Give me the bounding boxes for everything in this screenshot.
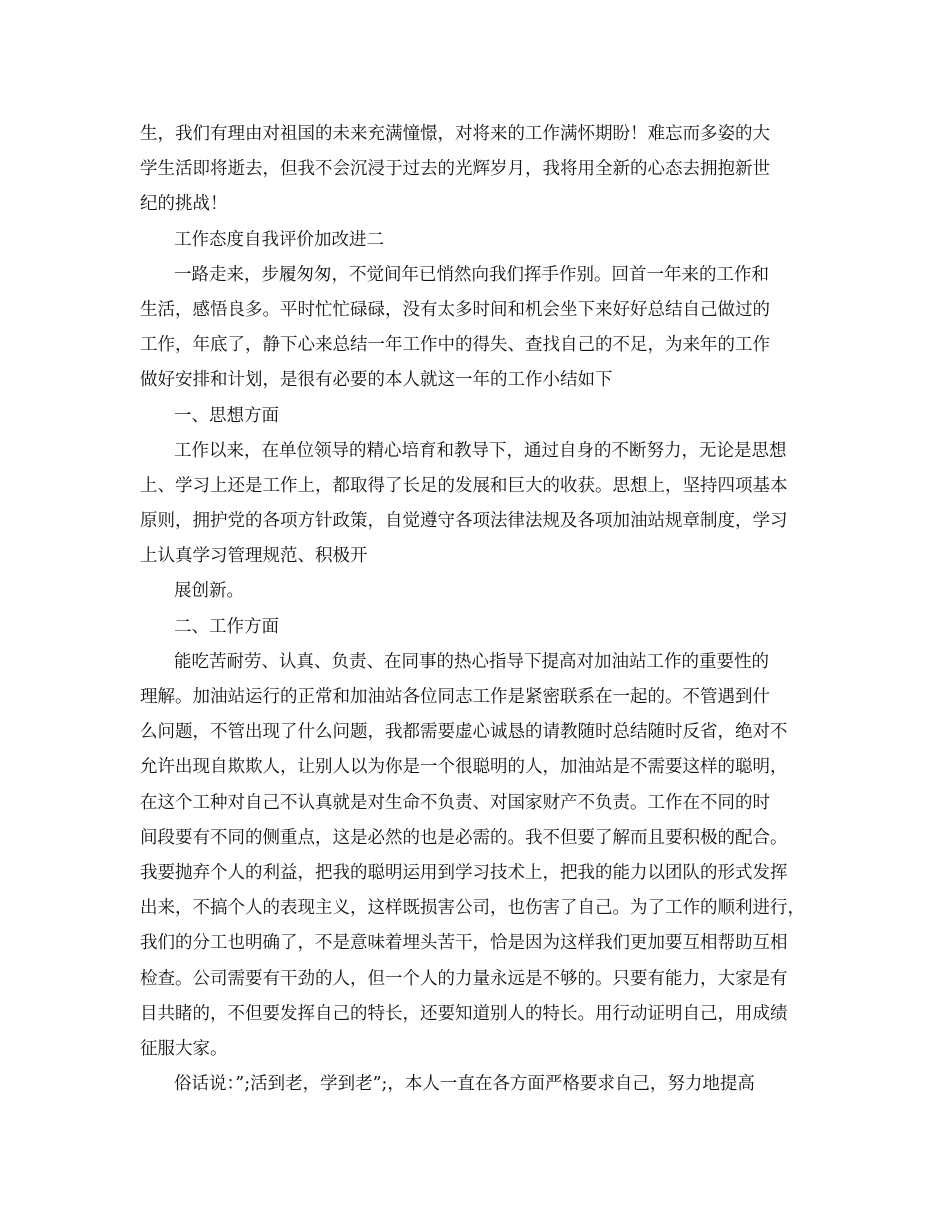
text-line: 学生活即将逝去，但我不会沉浸于过去的光辉岁月，我将用全新的心态去拥抱新世 [140, 159, 770, 180]
text-line: 生，我们有理由对祖国的未来充满憧憬，对将来的工作满怀期盼！难忘而多姿的大 [140, 124, 770, 144]
text-line: 工作，年底了，静下心来总结一年工作中的得失、查找自己的不足，为来年的工作 [140, 335, 770, 356]
text-line: 上、学习上还是工作上，都取得了长足的发展和巨大的收获。思想上，坚持四项基本 [140, 475, 788, 496]
text-line: 工作以来，在单位领导的精心培育和教导下，通过自身的不断努力，无论是思想 [174, 440, 787, 461]
text-line: 么问题，不管出现了什么问题，我都需要虚心诚恳的请教随时总结随时反省，绝对不 [140, 722, 788, 743]
section-heading: 二、工作方面 [174, 616, 279, 637]
text-line: 允许出现自欺欺人，让别人以为你是一个很聪明的人，加油站是不需要这样的聪明， [140, 757, 788, 778]
text-line: 在这个工种对自己不认真就是对生命不负责、对国家财产不负责。工作在不同的时 [140, 792, 770, 813]
text-line: 原则，拥护党的各项方针政策，自觉遵守各项法律法规及各项加油站规章制度，学习 [140, 511, 788, 532]
text-line: 上认真学习管理规范、积极开 [140, 546, 368, 567]
text-line: 一路走来，步履匆匆，不觉间年已悄然向我们挥手作别。回首一年来的工作和 [174, 264, 769, 285]
text-line: 我要抛弃个人的利益，把我的聪明运用到学习技术上，把我的能力以团队的形式发挥 [140, 862, 788, 883]
section-heading: 一、思想方面 [174, 405, 279, 426]
text-line: 俗话说：”;活到老，学到老”;，本人一直在各方面严格要求自己，努力地提高 [174, 1074, 755, 1095]
text-line: 理解。加油站运行的正常和加油站各位同志工作是紧密联系在一起的。不管遇到什 [140, 687, 770, 707]
text-line: 我们的分工也明确了，不是意味着埋头苦干，恰是因为这样我们更加要互相帮助互相 [140, 933, 788, 954]
text-line: 征服大家。 [140, 1038, 228, 1059]
text-line: 做好安排和计划，是很有必要的本人就这一年的工作小结如下 [140, 370, 613, 391]
text-line: 展创新。 [174, 581, 244, 602]
text-line: 生活，感悟良多。平时忙忙碌碌，没有太多时间和机会坐下来好好总结自己做过的 [140, 299, 770, 320]
text-line: 间段要有不同的侧重点，这是必然的也是必需的。我不但要了解而且要积极的配合。 [140, 827, 788, 848]
text-line: 纪的挑战！ [140, 194, 228, 215]
text-line: 出来，不搞个人的表现主义，这样既损害公司，也伤害了自己。为了工作的顺利进行， [140, 898, 805, 919]
text-line: 检查。公司需要有干劲的人，但一个人的力量永远是不够的。只要有能力，大家是有 [140, 968, 788, 989]
document-body [140, 117, 820, 1102]
text-line: 目共睹的，不但要发挥自己的特长，还要知道别人的特长。用行动证明自己，用成绩 [140, 1003, 788, 1024]
text-line: 能吃苦耐劳、认真、负责、在同事的热心指导下提高对加油站工作的重要性的 [174, 651, 769, 672]
section-heading: 工作态度自我评价加改进二 [174, 229, 384, 250]
